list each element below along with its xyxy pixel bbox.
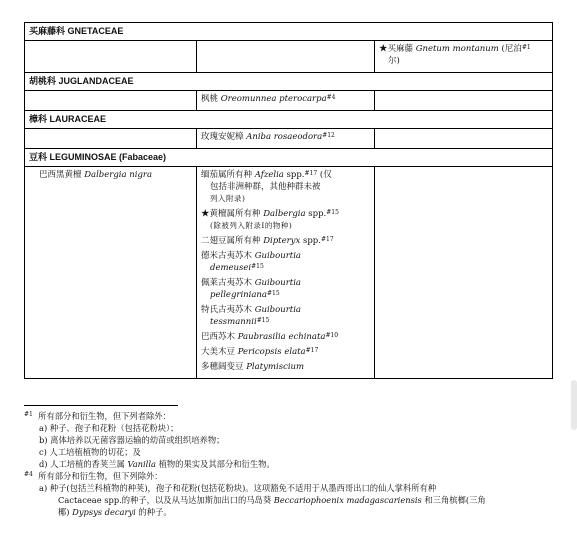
species-entry <box>201 208 370 232</box>
footnote-4-item: a) 种子(包括兰科植物的种荚)，孢子和花粉(包括花粉块)。这项豁免不适用于从墨西哥出口的仙人掌科所有种 <box>39 483 437 493</box>
appendix-cell <box>25 41 197 72</box>
scientific-name: Dalbergia nigra <box>84 170 153 180</box>
annotation-mark: #15 <box>326 209 339 216</box>
footnote-4: $^{\#4}$ 所有部分和衍生物，但下列除外： <box>24 471 163 481</box>
annotation-mark: #4 <box>326 94 336 101</box>
species-entry <box>39 169 192 181</box>
footnote-rule <box>24 405 178 406</box>
common-name: 巴西苏木 <box>201 332 238 342</box>
species-entry <box>201 304 370 328</box>
scientific-name: Gnetum montanum <box>415 44 499 54</box>
common-name: 特氏古夷苏木 <box>201 305 255 315</box>
scientific-name: pellegriniana <box>210 290 267 300</box>
footnote-1-item: c) 人工培植植物的切花；及 <box>39 447 141 457</box>
family-header: 买麻藤科 GNETACEAE <box>25 23 552 41</box>
species-line <box>201 304 370 316</box>
species-line <box>201 250 370 262</box>
species-line <box>201 208 370 220</box>
appendix-cell <box>375 91 552 110</box>
scientific-name: demeusei <box>210 263 252 273</box>
common-name: 枫桃 <box>201 94 221 104</box>
scientific-name: Paubrasilia echinata <box>237 332 326 342</box>
species-suffix: (仅 <box>317 170 332 180</box>
common-name: 多穗阔变豆 <box>201 362 247 372</box>
star-icon: ★ <box>379 44 388 54</box>
species-note: 包括非洲种群，其他种群未被 <box>210 182 321 192</box>
species-line <box>379 43 548 55</box>
scientific-name: Dalbergia <box>263 209 306 219</box>
species-suffix: spp. <box>283 170 305 180</box>
scientific-name: Guibourtia <box>254 251 301 261</box>
annotation-mark: #15 <box>266 290 280 297</box>
species-entry <box>201 346 370 358</box>
family-header: 豆科 LEGUMINOSAE (Fabaceae) <box>25 149 552 167</box>
species-note: (除被列入附录I的物种) <box>210 221 293 230</box>
species-line <box>201 131 370 143</box>
species-line <box>201 277 370 289</box>
species-line <box>201 331 370 343</box>
scientific-name: Platymiscium <box>246 362 305 372</box>
cites-table <box>24 22 553 379</box>
common-name: 巴西黑黄檀 <box>39 170 85 180</box>
appendix-cell <box>197 41 375 72</box>
footnote-1: $^{\#1}$ 所有部分和衍生物，但下列者除外： <box>24 411 171 421</box>
species-line <box>201 169 370 181</box>
scientific-name: Guibourtia <box>254 305 301 315</box>
scientific-name: Pericopsis elata <box>237 347 306 357</box>
scientific-name: Dipteryx <box>263 236 301 246</box>
common-name: 德米古夷苏木 <box>201 251 255 261</box>
appendix-cell <box>375 129 552 148</box>
species-line <box>201 235 370 247</box>
species-entry <box>201 93 370 105</box>
appendix-cell <box>197 129 375 148</box>
species-line <box>379 55 548 67</box>
annotation-mark: #10 <box>325 332 339 339</box>
scientific-name: Guibourtia <box>254 278 301 288</box>
species-line <box>201 262 370 274</box>
appendix-cell <box>375 167 552 378</box>
appendix-cell <box>25 167 197 378</box>
species-line <box>201 316 370 328</box>
table-row <box>25 41 552 73</box>
scientific-name: Afzelia <box>254 170 284 180</box>
species-entry <box>379 43 548 67</box>
footnotes <box>24 410 554 518</box>
species-entry <box>201 361 370 373</box>
species-line <box>201 361 370 373</box>
species-entry <box>201 169 370 205</box>
species-line <box>201 289 370 301</box>
annotation-mark: #17 <box>304 170 318 177</box>
common-name: 买麻藤 <box>387 44 416 54</box>
species-line <box>201 93 370 105</box>
species-note: 列入附录) <box>210 194 246 203</box>
scientific-name: tessmannii <box>210 317 257 327</box>
species-suffix: spp. <box>300 236 321 246</box>
species-line <box>201 181 370 193</box>
annotation-mark: #12 <box>322 132 335 139</box>
common-name: 缅茄属所有种 <box>201 170 255 180</box>
footnote-1-item: d) 人工培植的香荚兰属 Vanilla 植物的果实及其部分和衍生物。 <box>39 459 275 469</box>
table-row <box>25 129 552 149</box>
common-name: 二翅豆属所有种 <box>201 236 264 246</box>
species-line <box>201 220 370 232</box>
common-name: 佩莱古夷苏木 <box>201 278 255 288</box>
species-line <box>39 169 192 181</box>
species-suffix: spp. <box>305 209 327 219</box>
species-line <box>201 346 370 358</box>
annotation-mark: #15 <box>251 263 264 270</box>
family-header: 樟科 LAURACEAE <box>25 111 552 129</box>
annotation-mark: #15 <box>256 317 270 324</box>
scientific-name: Aniba rosaeodora <box>246 132 323 142</box>
footnote-4-item: 椰) Dypsys decaryi 的种子。 <box>58 507 172 517</box>
species-line <box>201 193 370 205</box>
scrollbar[interactable] <box>571 380 577 430</box>
annotation-mark: #1 <box>521 44 531 51</box>
family-header: 胡桃科 JUGLANDACEAE <box>25 73 552 91</box>
species-entry <box>201 131 370 143</box>
footnote-1-item: b) 离体培养以无菌容器运输的幼苗或组织培养物； <box>39 435 225 445</box>
footnote-1-item: a) 种子、孢子和花粉（包括花粉块）； <box>39 423 179 433</box>
annotation-mark: #17 <box>320 236 334 243</box>
star-icon: ★ <box>201 209 210 219</box>
table-row <box>25 91 552 111</box>
species-entry <box>201 331 370 343</box>
scientific-name: Oreomunnea pterocarpa <box>220 94 327 104</box>
common-name: 大美木豆 <box>201 347 238 357</box>
common-name: 玫瑰安妮樟 <box>201 132 247 142</box>
appendix-cell <box>25 129 197 148</box>
species-entry <box>201 250 370 274</box>
species-note: 尔) <box>388 56 400 66</box>
table-row <box>25 167 552 378</box>
appendix-cell <box>375 41 552 72</box>
species-entry <box>201 277 370 301</box>
appendix-cell <box>197 91 375 110</box>
appendix-cell <box>25 91 197 110</box>
footnote-4-item: Cactaceae spp.的种子，以及从马达加斯加出口的马岛葵 Beccariophoenix madagascariensis 和三角槟榔(三角 <box>58 495 486 505</box>
species-entry <box>201 235 370 247</box>
species-suffix: (尼泊 <box>498 44 522 54</box>
common-name: 黄檀属所有种 <box>209 209 264 219</box>
annotation-mark: #17 <box>305 347 319 354</box>
appendix-cell <box>197 167 375 378</box>
